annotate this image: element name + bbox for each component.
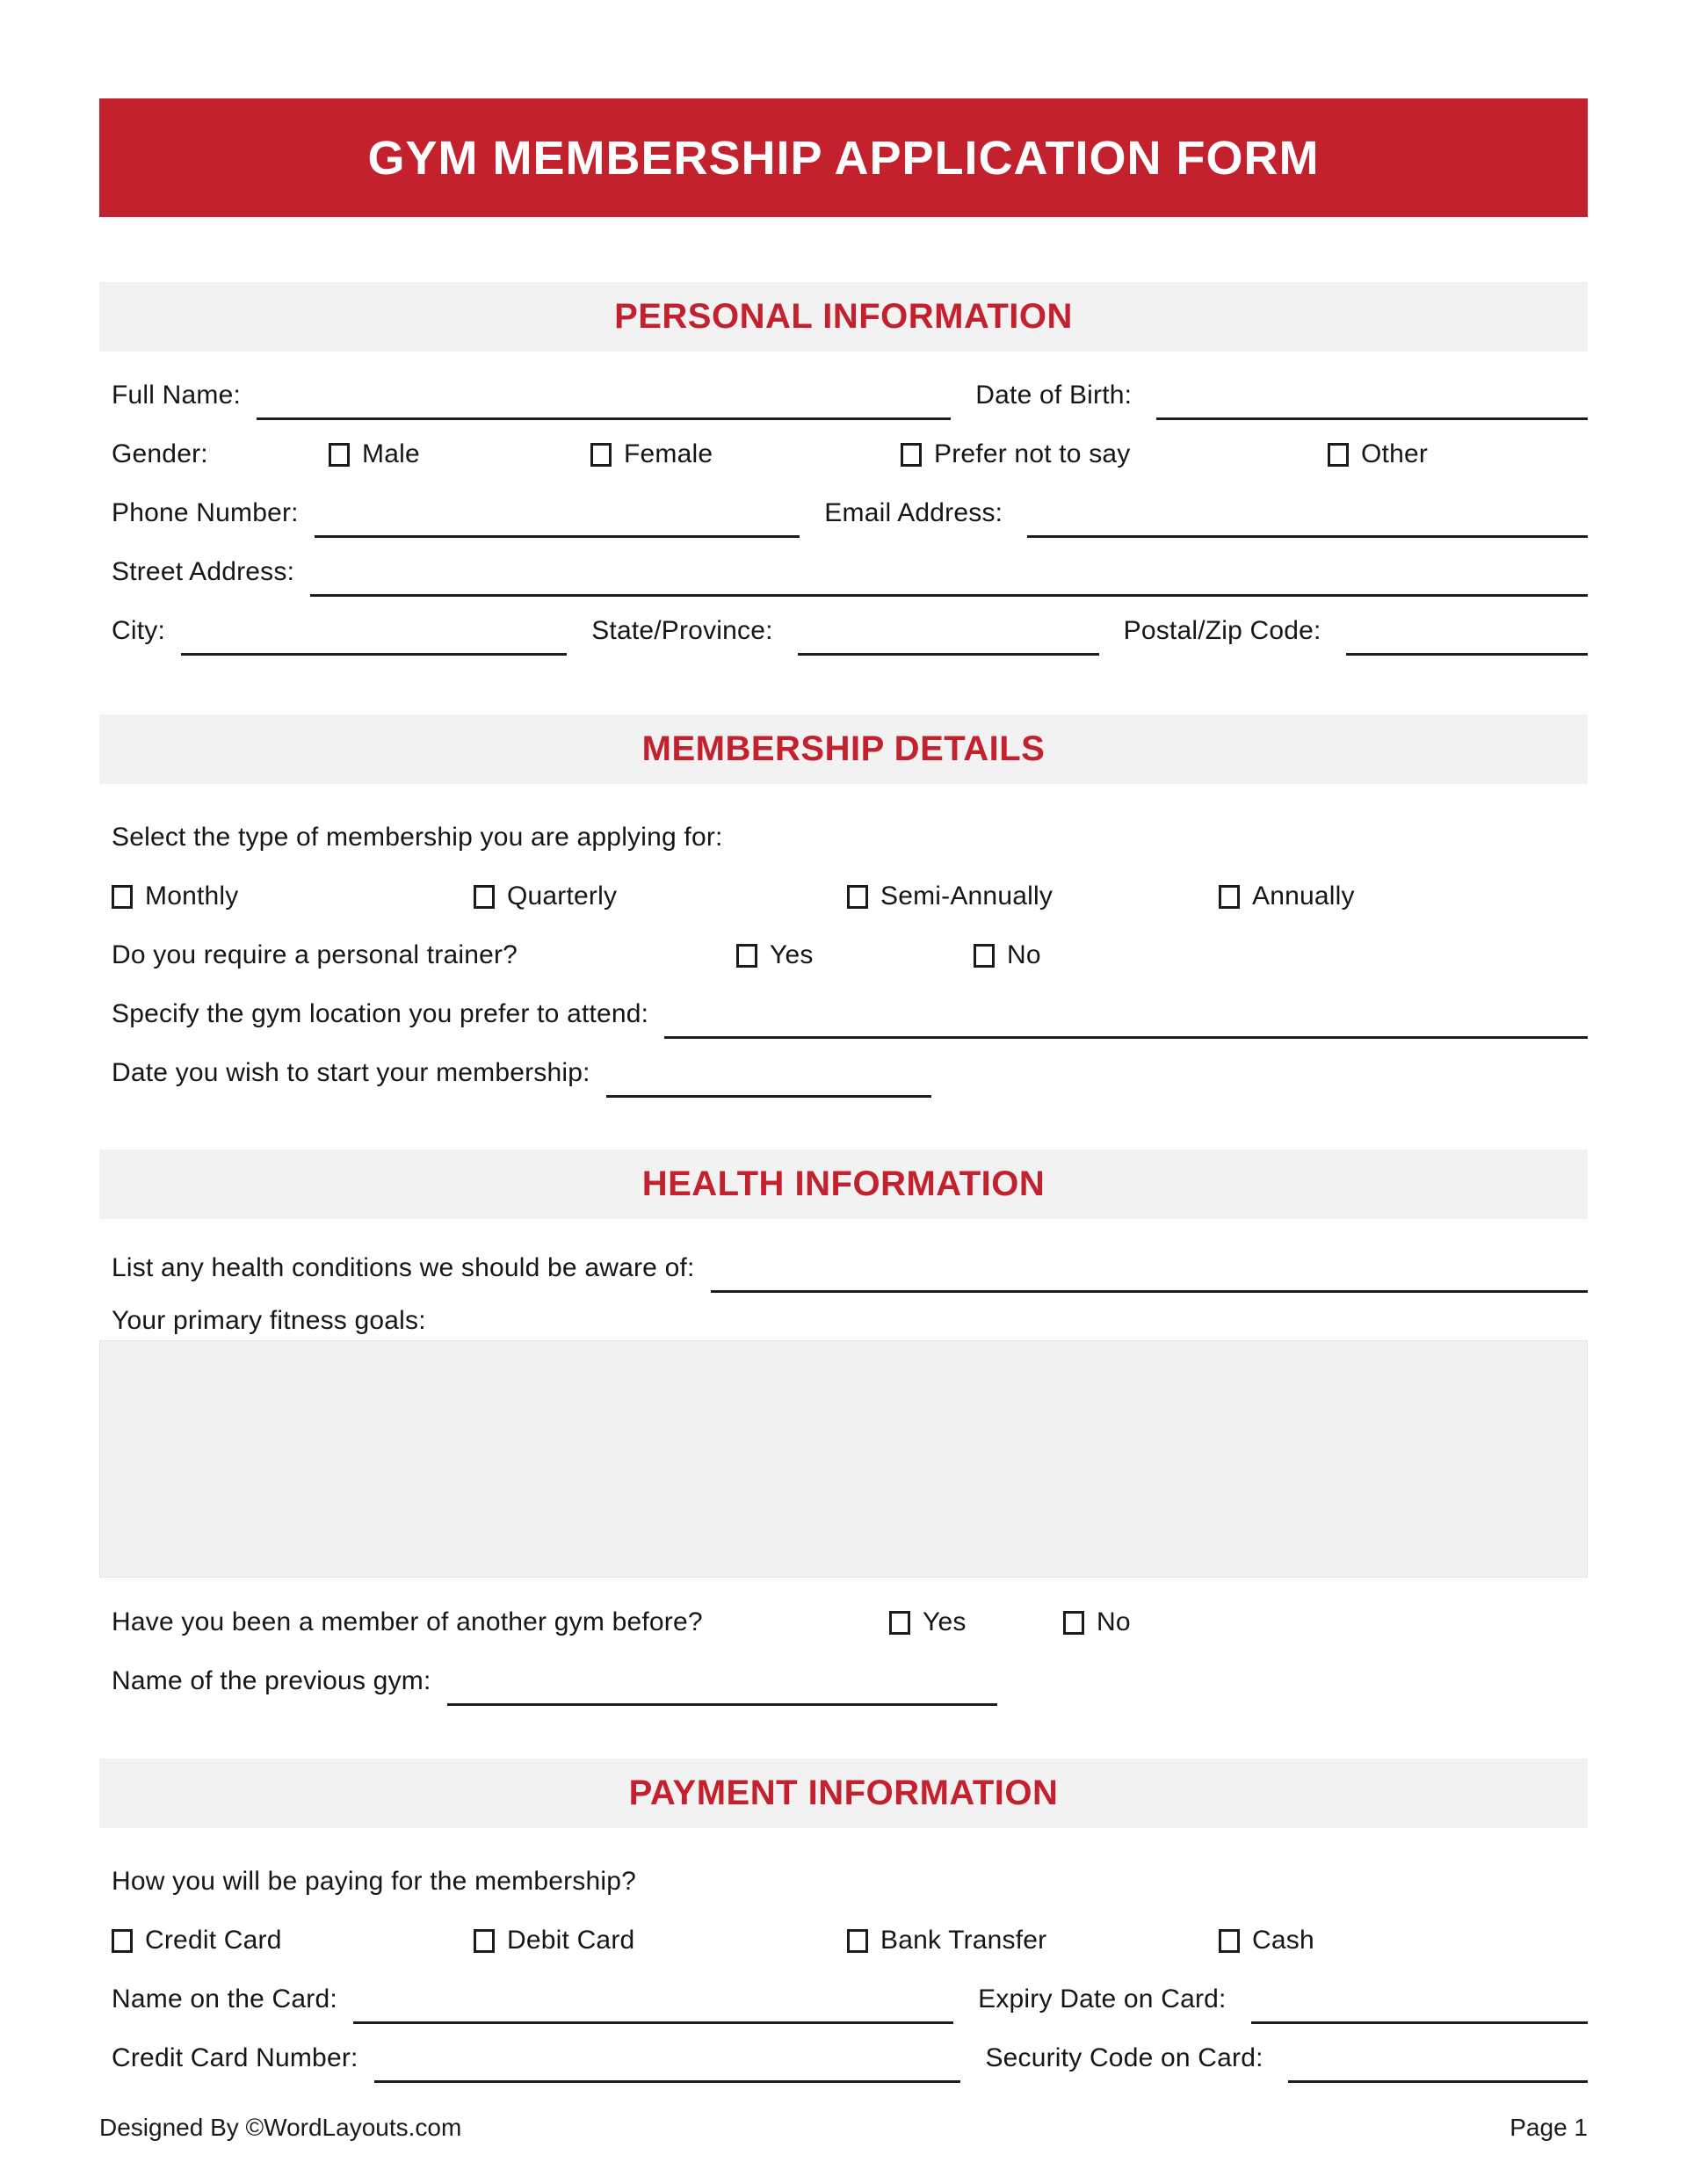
checkbox-icon[interactable] bbox=[889, 1611, 910, 1635]
payment-method-options-row bbox=[112, 1925, 1588, 1956]
checkbox-icon[interactable] bbox=[112, 885, 133, 909]
gender-option-other[interactable] bbox=[1328, 439, 1588, 470]
checkbox-icon[interactable] bbox=[474, 885, 495, 909]
card-name-input-line[interactable] bbox=[353, 2021, 953, 2024]
membership-type-prompt: Select the type of membership you are applying for: bbox=[112, 823, 723, 852]
form-title: GYM MEMBERSHIP APPLICATION FORM bbox=[367, 131, 1320, 185]
health-conditions-row bbox=[112, 1252, 1588, 1284]
personal-trainer-prompt: Do you require a personal trainer? bbox=[112, 940, 518, 969]
payment-option-credit-card[interactable] bbox=[112, 1925, 474, 1956]
card-name-label: Name on the Card: bbox=[112, 1984, 337, 2013]
checkbox-icon[interactable] bbox=[901, 443, 922, 467]
phone-input-line[interactable] bbox=[315, 535, 800, 538]
card-number-label: Credit Card Number: bbox=[112, 2043, 358, 2072]
city-state-postal-row bbox=[112, 615, 1588, 647]
personal-trainer-option-no[interactable] bbox=[974, 940, 1588, 971]
payment-option-debit-card[interactable] bbox=[474, 1925, 847, 1956]
gender-option-male-label: Male bbox=[362, 439, 420, 468]
page-footer bbox=[99, 2114, 1588, 2142]
previous-member-option-yes[interactable] bbox=[889, 1607, 1063, 1638]
fitness-goals-row bbox=[112, 1305, 1588, 1337]
email-label: Email Address: bbox=[824, 498, 1003, 527]
payment-option-bank-transfer[interactable] bbox=[847, 1925, 1219, 1956]
street-address-row bbox=[112, 556, 1588, 588]
checkbox-icon[interactable] bbox=[847, 1929, 868, 1953]
gender-option-prefer-not-to-say-label: Prefer not to say bbox=[934, 439, 1131, 468]
membership-option-semi-annually-label: Semi-Annually bbox=[880, 882, 1053, 911]
payment-option-cash[interactable] bbox=[1219, 1925, 1588, 1956]
full-name-row bbox=[112, 380, 1588, 411]
membership-type-prompt-row bbox=[112, 822, 1588, 853]
gym-location-input-line[interactable] bbox=[664, 1036, 1588, 1039]
postal-input-line[interactable] bbox=[1346, 653, 1588, 656]
postal-label: Postal/Zip Code: bbox=[1123, 616, 1321, 645]
payment-option-bank-transfer-label: Bank Transfer bbox=[880, 1926, 1047, 1955]
street-address-input-line[interactable] bbox=[310, 594, 1588, 597]
security-code-input-line[interactable] bbox=[1288, 2080, 1588, 2083]
section-header-payment bbox=[99, 1759, 1588, 1828]
section-header-membership bbox=[99, 715, 1588, 784]
section-header-health bbox=[99, 1150, 1588, 1219]
card-number-security-row bbox=[112, 2043, 1588, 2074]
gender-option-female[interactable] bbox=[590, 439, 901, 470]
previous-member-yes-label: Yes bbox=[923, 1607, 967, 1636]
personal-trainer-row bbox=[112, 940, 1588, 971]
section-title-personal: PERSONAL INFORMATION bbox=[614, 297, 1073, 336]
membership-option-annually-label: Annually bbox=[1252, 882, 1355, 911]
personal-trainer-yes-label: Yes bbox=[770, 940, 814, 969]
membership-option-monthly[interactable] bbox=[112, 881, 474, 912]
full-name-input-line[interactable] bbox=[257, 417, 951, 420]
previous-member-option-no[interactable] bbox=[1063, 1607, 1588, 1638]
payment-option-cash-label: Cash bbox=[1252, 1926, 1314, 1955]
checkbox-icon[interactable] bbox=[847, 885, 868, 909]
start-date-label: Date you wish to start your membership: bbox=[112, 1058, 590, 1087]
membership-type-options-row bbox=[112, 881, 1588, 912]
card-number-input-line[interactable] bbox=[374, 2080, 961, 2083]
dob-input-line[interactable] bbox=[1156, 417, 1588, 420]
section-title-health: HEALTH INFORMATION bbox=[641, 1165, 1046, 1203]
email-input-line[interactable] bbox=[1027, 535, 1588, 538]
start-date-input-line[interactable] bbox=[606, 1095, 931, 1098]
fitness-goals-label: Your primary fitness goals: bbox=[112, 1306, 426, 1335]
previous-gym-input-line[interactable] bbox=[447, 1703, 997, 1706]
city-input-line[interactable] bbox=[181, 653, 567, 656]
payment-option-credit-card-label: Credit Card bbox=[145, 1926, 282, 1955]
state-label: State/Province: bbox=[591, 616, 773, 645]
checkbox-icon[interactable] bbox=[474, 1929, 495, 1953]
gender-option-prefer-not-to-say[interactable] bbox=[901, 439, 1328, 470]
gender-row bbox=[112, 439, 1588, 470]
personal-trainer-no-label: No bbox=[1007, 940, 1041, 969]
state-input-line[interactable] bbox=[798, 653, 1099, 656]
checkbox-icon[interactable] bbox=[112, 1929, 133, 1953]
membership-option-quarterly-label: Quarterly bbox=[507, 882, 618, 911]
expiry-input-line[interactable] bbox=[1251, 2021, 1588, 2024]
footer-credit: Designed By ©WordLayouts.com bbox=[99, 2114, 462, 2141]
gym-location-label: Specify the gym location you prefer to attend: bbox=[112, 999, 649, 1028]
membership-option-quarterly[interactable] bbox=[474, 881, 847, 912]
expiry-label: Expiry Date on Card: bbox=[978, 1984, 1227, 2013]
gender-label: Gender: bbox=[112, 439, 208, 468]
security-code-label: Security Code on Card: bbox=[985, 2043, 1263, 2072]
card-name-expiry-row bbox=[112, 1984, 1588, 2015]
previous-member-row bbox=[112, 1607, 1588, 1638]
checkbox-icon[interactable] bbox=[974, 944, 995, 968]
street-address-label: Street Address: bbox=[112, 557, 295, 586]
checkbox-icon[interactable] bbox=[1063, 1611, 1084, 1635]
checkbox-icon[interactable] bbox=[1328, 443, 1349, 467]
phone-label: Phone Number: bbox=[112, 498, 299, 527]
fitness-goals-textarea[interactable] bbox=[99, 1340, 1588, 1578]
full-name-label: Full Name: bbox=[112, 381, 242, 410]
personal-trainer-option-yes[interactable] bbox=[736, 940, 974, 971]
checkbox-icon[interactable] bbox=[1219, 1929, 1240, 1953]
health-conditions-input-line[interactable] bbox=[711, 1290, 1588, 1293]
previous-gym-row bbox=[112, 1665, 1588, 1697]
membership-option-semi-annually[interactable] bbox=[847, 881, 1219, 912]
phone-email-row bbox=[112, 497, 1588, 529]
payment-method-prompt: How you will be paying for the membership? bbox=[112, 1867, 637, 1896]
dob-label: Date of Birth: bbox=[975, 381, 1133, 410]
gender-option-other-label: Other bbox=[1361, 439, 1429, 468]
gender-option-male[interactable] bbox=[329, 439, 590, 470]
gender-option-female-label: Female bbox=[624, 439, 713, 468]
payment-option-debit-card-label: Debit Card bbox=[507, 1926, 635, 1955]
city-label: City: bbox=[112, 616, 165, 645]
previous-gym-label: Name of the previous gym: bbox=[112, 1666, 431, 1695]
membership-option-annually[interactable] bbox=[1219, 881, 1588, 912]
section-header-personal bbox=[99, 282, 1588, 352]
checkbox-icon[interactable] bbox=[329, 443, 350, 467]
membership-option-monthly-label: Monthly bbox=[145, 882, 239, 911]
checkbox-icon[interactable] bbox=[590, 443, 612, 467]
section-title-membership: MEMBERSHIP DETAILS bbox=[641, 729, 1046, 768]
checkbox-icon[interactable] bbox=[736, 944, 757, 968]
previous-member-prompt: Have you been a member of another gym before? bbox=[112, 1607, 703, 1636]
form-header-banner bbox=[99, 98, 1588, 217]
payment-method-prompt-row bbox=[112, 1866, 1588, 1897]
gym-location-row bbox=[112, 998, 1588, 1030]
checkbox-icon[interactable] bbox=[1219, 885, 1240, 909]
start-date-row bbox=[112, 1057, 1588, 1089]
health-conditions-label: List any health conditions we should be aware of: bbox=[112, 1253, 695, 1282]
footer-page-number: Page 1 bbox=[1510, 2114, 1588, 2141]
section-title-payment: PAYMENT INFORMATION bbox=[628, 1774, 1059, 1812]
previous-member-no-label: No bbox=[1097, 1607, 1131, 1636]
